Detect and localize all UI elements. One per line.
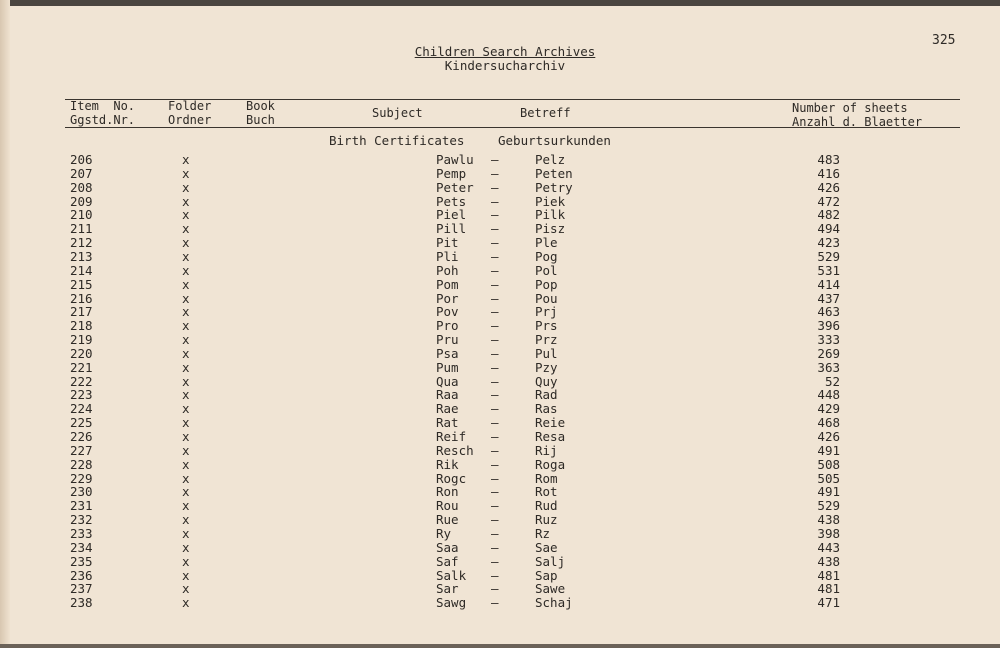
page-subtitle: Kindersucharchiv [444,58,566,73]
item-number: 232 [70,512,93,528]
subject-to: Piek [535,193,566,209]
sheet-count: 416 [817,165,840,181]
folder-mark: x [182,470,190,486]
folder-mark: x [182,193,190,209]
table-row [0,264,1000,278]
range-dash: – [491,318,499,334]
table-row [0,181,1000,195]
item-number: 231 [70,498,93,514]
subject-to: Rij [535,442,558,458]
section-title-en: Birth Certificates [329,133,465,148]
item-number: 237 [70,581,93,597]
table-row [0,208,1000,222]
sheet-count: 333 [817,332,840,348]
subject-from: Pemp [436,165,467,181]
table-row [0,430,1000,444]
item-number: 212 [70,235,93,251]
subject-to: Rz [535,525,551,541]
sheet-count: 481 [817,581,840,597]
table-row [0,333,1000,347]
subject-from: Rue [436,512,459,528]
range-dash: – [491,373,499,389]
item-number: 216 [70,290,93,306]
header-book [246,99,275,127]
folder-mark: x [182,345,190,361]
subject-from: Pom [436,276,459,292]
folder-mark: x [182,539,190,555]
table-row [0,416,1000,430]
header-folder [168,99,211,127]
subject-to: Prj [535,304,558,320]
subject-to: Peten [535,165,573,181]
item-number: 210 [70,207,93,223]
sheet-count: 471 [817,595,840,611]
range-dash: – [491,387,499,403]
folder-mark: x [182,152,190,167]
table-row [0,375,1000,389]
item-number: 221 [70,359,93,375]
sheet-count: 491 [817,442,840,458]
item-number: 219 [70,332,93,348]
table-row [0,195,1000,209]
table-row [0,167,1000,181]
table-row [0,278,1000,292]
item-number: 236 [70,567,93,583]
sheet-count: 398 [817,525,840,541]
subject-to: Roga [535,456,566,472]
item-number: 206 [70,152,93,167]
item-number: 229 [70,470,93,486]
range-dash: – [491,193,499,209]
subject-from: Rae [436,401,459,417]
range-dash: – [491,359,499,375]
folder-mark: x [182,179,190,195]
subject-to: Ras [535,401,558,417]
subject-to: Prs [535,318,558,334]
item-number: 213 [70,248,93,264]
range-dash: – [491,401,499,417]
table-row [0,596,1000,610]
sheet-count: 468 [817,415,840,431]
table-row [0,444,1000,458]
subject-from: Pru [436,332,459,348]
folder-mark: x [182,456,190,472]
subject-from: Saa [436,539,459,555]
folder-mark: x [182,525,190,541]
sheet-count: 505 [817,470,840,486]
subject-to: Pol [535,262,558,278]
range-dash: – [491,470,499,486]
table-row [0,569,1000,583]
subject-from: Poh [436,262,459,278]
subject-from: Raa [436,387,459,403]
table-row [0,305,1000,319]
range-dash: – [491,207,499,223]
range-dash: – [491,221,499,237]
table-row [0,250,1000,264]
sheet-count: 438 [817,553,840,569]
item-number: 209 [70,193,93,209]
subject-to: Pisz [535,221,566,237]
subject-from: Rogc [436,470,467,486]
item-number: 222 [70,373,93,389]
subject-from: Piel [436,207,467,223]
header-sheets [792,101,922,129]
header-item-no [70,99,135,127]
header-item-no-de: Ggstd.Nr. [70,113,136,127]
binding-bottom-edge [0,644,1000,648]
subject-from: Pawlu [436,152,474,167]
subject-to: Pog [535,248,558,264]
subject-to: Rom [535,470,558,486]
item-number: 211 [70,221,93,237]
subject-from: Pov [436,304,459,320]
subject-from: Por [436,290,459,306]
subject-from: Ry [436,525,452,541]
sheet-count: 481 [817,567,840,583]
range-dash: – [491,484,499,500]
sheet-count: 396 [817,318,840,334]
item-number: 223 [70,387,93,403]
folder-mark: x [182,248,190,264]
sheet-count: 426 [817,179,840,195]
range-dash: – [491,581,499,597]
sheet-count: 414 [817,276,840,292]
subject-from: Rik [436,456,459,472]
range-dash: – [491,235,499,251]
subject-from: Pit [436,235,459,251]
subject-to: Sap [535,567,558,583]
binding-top-edge [0,0,1000,6]
subject-to: Rot [535,484,558,500]
item-number: 225 [70,415,93,431]
sheet-count: 423 [817,235,840,251]
header-book-de: Buch [246,113,275,127]
subject-from: Saf [436,553,459,569]
header-folder-en: Folder [168,99,212,113]
item-number: 228 [70,456,93,472]
item-number: 220 [70,345,93,361]
item-number: 218 [70,318,93,334]
folder-mark: x [182,332,190,348]
item-number: 207 [70,165,93,181]
folder-mark: x [182,553,190,569]
sheet-count: 491 [817,484,840,500]
sheet-count: 269 [817,345,840,361]
sheet-count: 531 [817,262,840,278]
folder-mark: x [182,567,190,583]
folder-mark: x [182,595,190,611]
table-row [0,582,1000,596]
folder-mark: x [182,290,190,306]
range-dash: – [491,512,499,528]
item-number: 235 [70,553,93,569]
table-row [0,292,1000,306]
table-row [0,472,1000,486]
folder-mark: x [182,304,190,320]
folder-mark: x [182,387,190,403]
subject-to: Reie [535,415,566,431]
subject-from: Pro [436,318,459,334]
folder-mark: x [182,498,190,514]
table-row [0,347,1000,361]
page-title: Children Search Archives [414,44,596,59]
sheet-count: 494 [817,221,840,237]
header-subject: Subject [372,106,423,120]
header-bottom-rule [65,127,960,128]
folder-mark: x [182,415,190,431]
subject-to: Rud [535,498,558,514]
table-row [0,402,1000,416]
header-betreff: Betreff [520,106,571,120]
subject-to: Pul [535,345,558,361]
item-number: 215 [70,276,93,292]
range-dash: – [491,567,499,583]
subject-to: Schaj [535,595,573,611]
header-sheets-en: Number of sheets [792,101,908,115]
range-dash: – [491,498,499,514]
subject-from: Salk [436,567,467,583]
sheet-count: 363 [817,359,840,375]
subject-to: Pelz [535,152,566,167]
subject-to: Resa [535,429,566,444]
item-number: 227 [70,442,93,458]
folder-mark: x [182,262,190,278]
item-number: 226 [70,429,93,444]
subject-to: Quy [535,373,558,389]
folder-mark: x [182,276,190,292]
range-dash: – [491,539,499,555]
sheet-count: 448 [817,387,840,403]
range-dash: – [491,525,499,541]
table-row [0,222,1000,236]
item-number: 238 [70,595,93,611]
folder-mark: x [182,581,190,597]
subject-to: Pou [535,290,558,306]
range-dash: – [491,152,499,167]
subject-to: Petry [535,179,573,195]
folder-mark: x [182,318,190,334]
header-book-en: Book [246,99,275,113]
folder-mark: x [182,401,190,417]
range-dash: – [491,276,499,292]
subject-from: Pum [436,359,459,375]
subject-from: Sawg [436,595,467,611]
range-dash: – [491,553,499,569]
range-dash: – [491,290,499,306]
subject-from: Pli [436,248,459,264]
subject-from: Rat [436,415,459,431]
range-dash: – [491,248,499,264]
range-dash: – [491,262,499,278]
item-number: 233 [70,525,93,541]
sheet-count: 52 [824,373,840,389]
table-row [0,513,1000,527]
header-item-no-en: Item No. [70,99,136,113]
subject-to: Ruz [535,512,558,528]
sheet-count: 508 [817,456,840,472]
range-dash: – [491,442,499,458]
item-number: 224 [70,401,93,417]
subject-to: Rad [535,387,558,403]
table-row [0,499,1000,513]
table-row [0,555,1000,569]
page-number: 325 [932,33,956,48]
item-number: 230 [70,484,93,500]
table-row [0,388,1000,402]
sheet-count: 429 [817,401,840,417]
header-folder-de: Ordner [168,113,212,127]
subject-from: Resch [436,442,474,458]
subject-from: Peter [436,179,474,195]
header-sheets-de: Anzahl d. Blaetter [792,115,923,129]
sheet-count: 443 [817,539,840,555]
range-dash: – [491,456,499,472]
folder-mark: x [182,442,190,458]
subject-from: Rou [436,498,459,514]
table-row [0,485,1000,499]
folder-mark: x [182,207,190,223]
sheet-count: 483 [817,152,840,167]
sheet-count: 463 [817,304,840,320]
range-dash: – [491,415,499,431]
folder-mark: x [182,373,190,389]
sheet-count: 472 [817,193,840,209]
subject-to: Ple [535,235,558,251]
table-row [0,527,1000,541]
subject-to: Pop [535,276,558,292]
range-dash: – [491,345,499,361]
table-row [0,319,1000,333]
table-row [0,458,1000,472]
subject-from: Pill [436,221,467,237]
subject-to: Sawe [535,581,566,597]
subject-to: Prz [535,332,558,348]
table-row [0,361,1000,375]
table-row [0,153,1000,167]
sheet-count: 437 [817,290,840,306]
folder-mark: x [182,235,190,251]
folder-mark: x [182,359,190,375]
range-dash: – [491,165,499,181]
item-number: 217 [70,304,93,320]
sheet-count: 529 [817,498,840,514]
folder-mark: x [182,429,190,444]
subject-from: Qua [436,373,459,389]
range-dash: – [491,429,499,444]
section-title-de: Geburtsurkunden [498,133,611,148]
folder-mark: x [182,512,190,528]
subject-to: Pzy [535,359,558,375]
subject-from: Psa [436,345,459,361]
subject-from: Ron [436,484,459,500]
range-dash: – [491,304,499,320]
sheet-count: 482 [817,207,840,223]
sheet-count: 426 [817,429,840,444]
sheet-count: 438 [817,512,840,528]
item-number: 214 [70,262,93,278]
subject-to: Sae [535,539,558,555]
item-number: 234 [70,539,93,555]
item-number: 208 [70,179,93,195]
table-row [0,236,1000,250]
subject-from: Sar [436,581,459,597]
subject-from: Reif [436,429,467,444]
sheet-count: 529 [817,248,840,264]
table-row [0,541,1000,555]
subject-from: Pets [436,193,467,209]
folder-mark: x [182,221,190,237]
subject-to: Pilk [535,207,566,223]
subject-to: Salj [535,553,566,569]
folder-mark: x [182,484,190,500]
range-dash: – [491,179,499,195]
range-dash: – [491,332,499,348]
folder-mark: x [182,165,190,181]
range-dash: – [491,595,499,611]
